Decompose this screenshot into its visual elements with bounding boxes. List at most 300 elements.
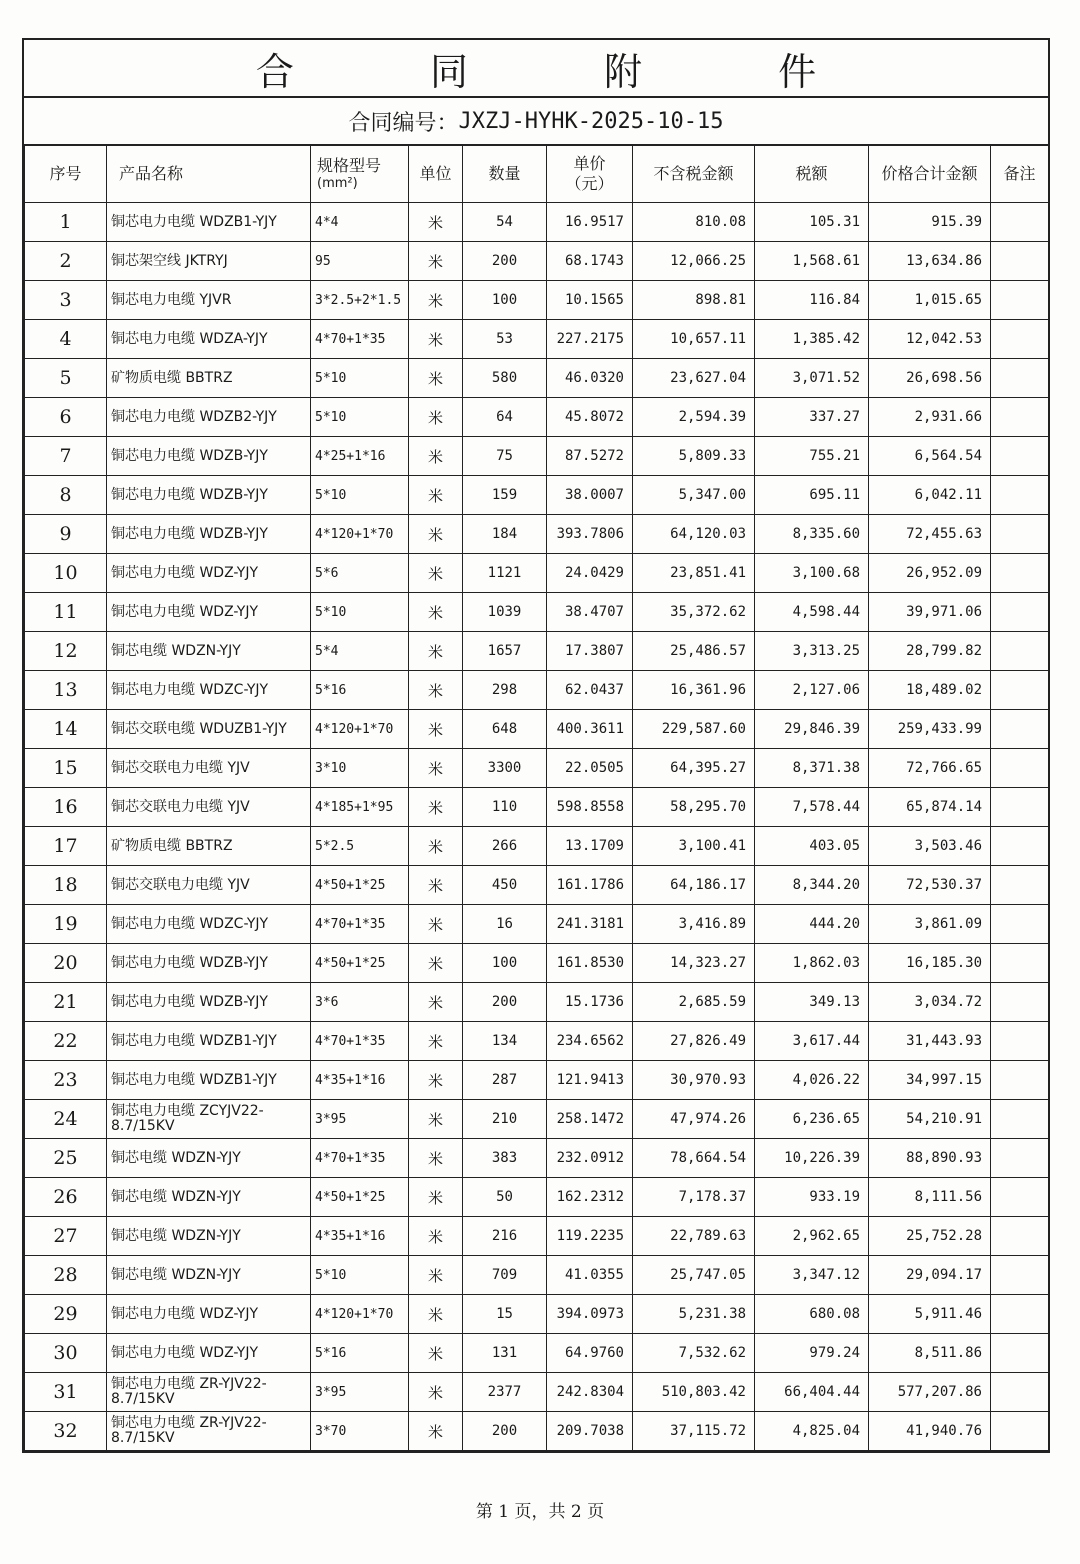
row-note — [991, 398, 1049, 437]
row-quantity: 159 — [463, 476, 547, 515]
table-row — [25, 476, 1049, 515]
table-row — [25, 1022, 1049, 1061]
row-total-amount: 2,931.66 — [869, 398, 991, 437]
row-index: 14 — [25, 710, 107, 749]
row-tax: 1,385.42 — [755, 320, 869, 359]
row-index: 27 — [25, 1217, 107, 1256]
row-spec: 4*25+1*16 — [311, 437, 409, 476]
row-product-name: 铜芯电缆 WDZN-YJY — [107, 1217, 311, 1256]
row-tax: 695.11 — [755, 476, 869, 515]
row-unit-price: 393.7806 — [547, 515, 633, 554]
row-note — [991, 983, 1049, 1022]
table-row — [25, 905, 1049, 944]
row-index: 21 — [25, 983, 107, 1022]
row-quantity: 1121 — [463, 554, 547, 593]
row-unit: 米 — [409, 788, 463, 827]
row-pretax-amount: 14,323.27 — [633, 944, 755, 983]
row-unit: 米 — [409, 593, 463, 632]
row-spec: 4*4 — [311, 203, 409, 242]
row-note — [991, 944, 1049, 983]
table-row — [25, 1256, 1049, 1295]
row-product-name: 铜芯交联电力电缆 YJV — [107, 749, 311, 788]
header-tax: 税额 — [755, 146, 869, 203]
row-total-amount: 26,952.09 — [869, 554, 991, 593]
row-pretax-amount: 25,747.05 — [633, 1256, 755, 1295]
row-note — [991, 866, 1049, 905]
row-spec: 5*16 — [311, 1334, 409, 1373]
row-unit: 米 — [409, 1334, 463, 1373]
document-title: 合 同 附 件 — [24, 40, 1048, 98]
row-note — [991, 242, 1049, 281]
row-quantity: 1039 — [463, 593, 547, 632]
row-pretax-amount: 35,372.62 — [633, 593, 755, 632]
row-total-amount: 1,015.65 — [869, 281, 991, 320]
row-product-name: 铜芯电力电缆 WDZB2-YJY — [107, 398, 311, 437]
row-note — [991, 1061, 1049, 1100]
row-spec: 4*70+1*35 — [311, 1022, 409, 1061]
row-unit: 米 — [409, 1373, 463, 1412]
row-pretax-amount: 12,066.25 — [633, 242, 755, 281]
row-quantity: 2377 — [463, 1373, 547, 1412]
row-tax: 3,071.52 — [755, 359, 869, 398]
row-index: 3 — [25, 281, 107, 320]
table-row — [25, 671, 1049, 710]
row-total-amount: 72,530.37 — [869, 866, 991, 905]
row-spec: 5*16 — [311, 671, 409, 710]
row-total-amount: 8,111.56 — [869, 1178, 991, 1217]
row-pretax-amount: 229,587.60 — [633, 710, 755, 749]
contract-number-label: 合同编号： — [348, 110, 459, 136]
row-spec: 4*50+1*25 — [311, 866, 409, 905]
table-row — [25, 1061, 1049, 1100]
row-pretax-amount: 7,178.37 — [633, 1178, 755, 1217]
row-note — [991, 632, 1049, 671]
row-total-amount: 5,911.46 — [869, 1295, 991, 1334]
row-note — [991, 1256, 1049, 1295]
row-unit-price: 119.2235 — [547, 1217, 633, 1256]
table-row — [25, 788, 1049, 827]
row-unit-price: 241.3181 — [547, 905, 633, 944]
row-total-amount: 915.39 — [869, 203, 991, 242]
row-tax: 3,313.25 — [755, 632, 869, 671]
row-pretax-amount: 30,970.93 — [633, 1061, 755, 1100]
row-note — [991, 1178, 1049, 1217]
row-spec: 5*10 — [311, 593, 409, 632]
table-row — [25, 203, 1049, 242]
header-quantity: 数量 — [463, 146, 547, 203]
row-pretax-amount: 16,361.96 — [633, 671, 755, 710]
row-tax: 2,962.65 — [755, 1217, 869, 1256]
table-row — [25, 359, 1049, 398]
row-unit-price: 46.0320 — [547, 359, 633, 398]
row-total-amount: 41,940.76 — [869, 1412, 991, 1451]
row-unit: 米 — [409, 437, 463, 476]
table-row — [25, 944, 1049, 983]
row-total-amount: 577,207.86 — [869, 1373, 991, 1412]
row-tax: 2,127.06 — [755, 671, 869, 710]
row-tax: 105.31 — [755, 203, 869, 242]
row-tax: 337.27 — [755, 398, 869, 437]
row-product-name: 铜芯交联电力电缆 YJV — [107, 788, 311, 827]
row-note — [991, 593, 1049, 632]
row-unit-price: 16.9517 — [547, 203, 633, 242]
row-unit-price: 121.9413 — [547, 1061, 633, 1100]
row-unit: 米 — [409, 749, 463, 788]
header-pretax-amount: 不含税金额 — [633, 146, 755, 203]
row-quantity: 216 — [463, 1217, 547, 1256]
product-table — [24, 145, 1049, 1451]
table-row — [25, 710, 1049, 749]
row-note — [991, 827, 1049, 866]
row-total-amount: 3,861.09 — [869, 905, 991, 944]
row-total-amount: 29,094.17 — [869, 1256, 991, 1295]
page-number: 第 1 页，共 2 页 — [475, 1502, 605, 1522]
row-pretax-amount: 898.81 — [633, 281, 755, 320]
row-unit-price: 161.1786 — [547, 866, 633, 905]
row-product-name: 铜芯电力电缆 WDZB-YJY — [107, 515, 311, 554]
table-row — [25, 1373, 1049, 1412]
row-total-amount: 3,503.46 — [869, 827, 991, 866]
row-unit: 米 — [409, 983, 463, 1022]
row-product-name: 铜芯电力电缆 YJVR — [107, 281, 311, 320]
row-tax: 3,347.12 — [755, 1256, 869, 1295]
row-note — [991, 1373, 1049, 1412]
row-quantity: 266 — [463, 827, 547, 866]
row-quantity: 110 — [463, 788, 547, 827]
row-product-name: 矿物质电缆 BBTRZ — [107, 827, 311, 866]
row-tax: 755.21 — [755, 437, 869, 476]
row-index: 10 — [25, 554, 107, 593]
row-pretax-amount: 37,115.72 — [633, 1412, 755, 1451]
row-unit-price: 598.8558 — [547, 788, 633, 827]
row-unit-price: 394.0973 — [547, 1295, 633, 1334]
row-index: 1 — [25, 203, 107, 242]
row-spec: 5*10 — [311, 476, 409, 515]
row-tax: 8,344.20 — [755, 866, 869, 905]
row-product-name: 铜芯电力电缆 WDZC-YJY — [107, 671, 311, 710]
row-total-amount: 13,634.86 — [869, 242, 991, 281]
row-unit: 米 — [409, 554, 463, 593]
row-quantity: 450 — [463, 866, 547, 905]
row-total-amount: 88,890.93 — [869, 1139, 991, 1178]
header-price-label: 单价 — [573, 154, 606, 173]
row-index: 16 — [25, 788, 107, 827]
header-spec — [311, 146, 409, 203]
row-note — [991, 1412, 1049, 1451]
row-product-name: 铜芯电力电缆 ZR-YJV22-8.7/15KV — [107, 1412, 311, 1451]
row-quantity: 210 — [463, 1100, 547, 1139]
row-quantity: 75 — [463, 437, 547, 476]
row-index: 15 — [25, 749, 107, 788]
row-unit-price: 10.1565 — [547, 281, 633, 320]
row-spec: 3*2.5+2*1.5 — [311, 281, 409, 320]
row-total-amount: 72,766.65 — [869, 749, 991, 788]
row-product-name: 矿物质电缆 BBTRZ — [107, 359, 311, 398]
row-quantity: 54 — [463, 203, 547, 242]
row-quantity: 64 — [463, 398, 547, 437]
row-pretax-amount: 27,826.49 — [633, 1022, 755, 1061]
row-index: 32 — [25, 1412, 107, 1451]
row-total-amount: 18,489.02 — [869, 671, 991, 710]
row-pretax-amount: 7,532.62 — [633, 1334, 755, 1373]
row-index: 23 — [25, 1061, 107, 1100]
row-unit: 米 — [409, 515, 463, 554]
row-spec: 3*95 — [311, 1373, 409, 1412]
row-pretax-amount: 47,974.26 — [633, 1100, 755, 1139]
row-note — [991, 671, 1049, 710]
row-spec: 4*70+1*35 — [311, 1139, 409, 1178]
row-total-amount: 26,698.56 — [869, 359, 991, 398]
row-index: 19 — [25, 905, 107, 944]
row-unit-price: 62.0437 — [547, 671, 633, 710]
header-spec-label: 规格型号 — [317, 155, 382, 175]
row-pretax-amount: 10,657.11 — [633, 320, 755, 359]
row-unit-price: 24.0429 — [547, 554, 633, 593]
table-row — [25, 398, 1049, 437]
row-unit-price: 41.0355 — [547, 1256, 633, 1295]
table-row — [25, 1412, 1049, 1451]
row-spec: 3*10 — [311, 749, 409, 788]
row-note — [991, 281, 1049, 320]
row-quantity: 100 — [463, 281, 547, 320]
row-tax: 116.84 — [755, 281, 869, 320]
row-quantity: 50 — [463, 1178, 547, 1217]
row-product-name: 铜芯电力电缆 WDZB1-YJY — [107, 1061, 311, 1100]
row-product-name: 铜芯电缆 WDZN-YJY — [107, 632, 311, 671]
table-row — [25, 749, 1049, 788]
row-unit: 米 — [409, 827, 463, 866]
row-unit-price: 400.3611 — [547, 710, 633, 749]
header-price-unit: （元） — [565, 174, 614, 193]
row-total-amount: 6,042.11 — [869, 476, 991, 515]
header-index: 序号 — [25, 146, 107, 203]
row-spec: 4*70+1*35 — [311, 905, 409, 944]
row-unit: 米 — [409, 359, 463, 398]
row-unit: 米 — [409, 476, 463, 515]
header-product-name: 产品名称 — [107, 146, 311, 203]
row-unit-price: 242.8304 — [547, 1373, 633, 1412]
row-quantity: 298 — [463, 671, 547, 710]
row-unit-price: 22.0505 — [547, 749, 633, 788]
row-tax: 6,236.65 — [755, 1100, 869, 1139]
row-spec: 4*120+1*70 — [311, 710, 409, 749]
row-note — [991, 710, 1049, 749]
row-index: 31 — [25, 1373, 107, 1412]
row-pretax-amount: 64,120.03 — [633, 515, 755, 554]
row-product-name: 铜芯交联电力电缆 YJV — [107, 866, 311, 905]
row-unit: 米 — [409, 866, 463, 905]
row-index: 18 — [25, 866, 107, 905]
row-quantity: 648 — [463, 710, 547, 749]
row-unit: 米 — [409, 242, 463, 281]
row-quantity: 100 — [463, 944, 547, 983]
row-quantity: 287 — [463, 1061, 547, 1100]
table-row — [25, 1295, 1049, 1334]
row-unit: 米 — [409, 1178, 463, 1217]
row-product-name: 铜芯电力电缆 WDZB-YJY — [107, 476, 311, 515]
table-body — [25, 203, 1049, 1451]
row-tax: 1,862.03 — [755, 944, 869, 983]
row-note — [991, 320, 1049, 359]
row-pretax-amount: 5,231.38 — [633, 1295, 755, 1334]
row-unit: 米 — [409, 710, 463, 749]
row-unit: 米 — [409, 1295, 463, 1334]
row-product-name: 铜芯电力电缆 ZCYJV22-8.7/15KV — [107, 1100, 311, 1139]
table-row — [25, 1334, 1049, 1373]
row-spec: 3*70 — [311, 1412, 409, 1451]
row-total-amount: 259,433.99 — [869, 710, 991, 749]
row-pretax-amount: 64,395.27 — [633, 749, 755, 788]
table-row — [25, 827, 1049, 866]
row-spec: 4*120+1*70 — [311, 1295, 409, 1334]
row-quantity: 200 — [463, 242, 547, 281]
row-pretax-amount: 5,347.00 — [633, 476, 755, 515]
table-row — [25, 632, 1049, 671]
row-quantity: 200 — [463, 983, 547, 1022]
row-unit-price: 87.5272 — [547, 437, 633, 476]
row-unit-price: 13.1709 — [547, 827, 633, 866]
row-tax: 7,578.44 — [755, 788, 869, 827]
row-spec: 4*70+1*35 — [311, 320, 409, 359]
row-index: 2 — [25, 242, 107, 281]
row-spec: 4*120+1*70 — [311, 515, 409, 554]
row-product-name: 铜芯交联电缆 WDUZB1-YJY — [107, 710, 311, 749]
table-row — [25, 281, 1049, 320]
row-tax: 4,598.44 — [755, 593, 869, 632]
row-unit: 米 — [409, 632, 463, 671]
row-quantity: 15 — [463, 1295, 547, 1334]
row-spec: 5*6 — [311, 554, 409, 593]
row-index: 4 — [25, 320, 107, 359]
row-unit-price: 234.6562 — [547, 1022, 633, 1061]
row-quantity: 3300 — [463, 749, 547, 788]
row-quantity: 1657 — [463, 632, 547, 671]
row-tax: 979.24 — [755, 1334, 869, 1373]
row-note — [991, 437, 1049, 476]
row-product-name: 铜芯电力电缆 WDZ-YJY — [107, 1295, 311, 1334]
row-product-name: 铜芯电力电缆 WDZB-YJY — [107, 944, 311, 983]
row-note — [991, 1022, 1049, 1061]
table-row — [25, 554, 1049, 593]
row-note — [991, 1295, 1049, 1334]
row-note — [991, 749, 1049, 788]
row-tax: 8,371.38 — [755, 749, 869, 788]
row-quantity: 709 — [463, 1256, 547, 1295]
row-product-name: 铜芯电力电缆 ZR-YJV22-8.7/15KV — [107, 1373, 311, 1412]
row-index: 8 — [25, 476, 107, 515]
row-total-amount: 39,971.06 — [869, 593, 991, 632]
table-row — [25, 320, 1049, 359]
row-index: 28 — [25, 1256, 107, 1295]
row-total-amount: 8,511.86 — [869, 1334, 991, 1373]
row-total-amount: 12,042.53 — [869, 320, 991, 359]
row-unit: 米 — [409, 203, 463, 242]
table-header-row — [25, 146, 1049, 203]
row-total-amount: 31,443.93 — [869, 1022, 991, 1061]
row-pretax-amount: 5,809.33 — [633, 437, 755, 476]
row-index: 26 — [25, 1178, 107, 1217]
row-unit-price: 38.4707 — [547, 593, 633, 632]
row-pretax-amount: 23,627.04 — [633, 359, 755, 398]
row-index: 17 — [25, 827, 107, 866]
row-quantity: 134 — [463, 1022, 547, 1061]
row-index: 9 — [25, 515, 107, 554]
contract-attachment-sheet — [22, 38, 1050, 1453]
row-note — [991, 359, 1049, 398]
row-product-name: 铜芯电缆 WDZN-YJY — [107, 1256, 311, 1295]
row-product-name: 铜芯电力电缆 WDZC-YJY — [107, 905, 311, 944]
table-row — [25, 1178, 1049, 1217]
row-note — [991, 1217, 1049, 1256]
row-total-amount: 3,034.72 — [869, 983, 991, 1022]
row-product-name: 铜芯电力电缆 WDZB-YJY — [107, 983, 311, 1022]
row-note — [991, 515, 1049, 554]
table-row — [25, 1217, 1049, 1256]
row-pretax-amount: 23,851.41 — [633, 554, 755, 593]
row-pretax-amount: 810.08 — [633, 203, 755, 242]
row-unit: 米 — [409, 944, 463, 983]
row-spec: 5*10 — [311, 1256, 409, 1295]
row-pretax-amount: 3,100.41 — [633, 827, 755, 866]
row-product-name: 铜芯电力电缆 WDZB1-YJY — [107, 1022, 311, 1061]
row-unit-price: 38.0007 — [547, 476, 633, 515]
row-quantity: 580 — [463, 359, 547, 398]
table-row — [25, 593, 1049, 632]
row-unit-price: 258.1472 — [547, 1100, 633, 1139]
row-pretax-amount: 3,416.89 — [633, 905, 755, 944]
row-product-name: 铜芯电缆 WDZN-YJY — [107, 1178, 311, 1217]
row-tax: 933.19 — [755, 1178, 869, 1217]
row-spec: 4*50+1*25 — [311, 1178, 409, 1217]
row-total-amount: 34,997.15 — [869, 1061, 991, 1100]
row-quantity: 16 — [463, 905, 547, 944]
row-pretax-amount: 64,186.17 — [633, 866, 755, 905]
row-spec: 3*95 — [311, 1100, 409, 1139]
row-tax: 4,825.04 — [755, 1412, 869, 1451]
row-unit: 米 — [409, 1256, 463, 1295]
row-unit-price: 227.2175 — [547, 320, 633, 359]
table-row — [25, 515, 1049, 554]
row-tax: 444.20 — [755, 905, 869, 944]
row-index: 22 — [25, 1022, 107, 1061]
row-spec: 5*10 — [311, 359, 409, 398]
row-product-name: 铜芯电力电缆 WDZ-YJY — [107, 1334, 311, 1373]
row-unit: 米 — [409, 1412, 463, 1451]
row-unit-price: 161.8530 — [547, 944, 633, 983]
row-tax: 3,617.44 — [755, 1022, 869, 1061]
table-row — [25, 983, 1049, 1022]
row-tax: 10,226.39 — [755, 1139, 869, 1178]
row-total-amount: 25,752.28 — [869, 1217, 991, 1256]
row-total-amount: 65,874.14 — [869, 788, 991, 827]
row-unit-price: 64.9760 — [547, 1334, 633, 1373]
row-total-amount: 54,210.91 — [869, 1100, 991, 1139]
row-pretax-amount: 25,486.57 — [633, 632, 755, 671]
row-total-amount: 6,564.54 — [869, 437, 991, 476]
row-note — [991, 1100, 1049, 1139]
row-spec: 5*4 — [311, 632, 409, 671]
row-product-name: 铜芯架空线 JKTRYJ — [107, 242, 311, 281]
row-spec: 4*185+1*95 — [311, 788, 409, 827]
row-unit: 米 — [409, 905, 463, 944]
row-pretax-amount: 22,789.63 — [633, 1217, 755, 1256]
row-unit: 米 — [409, 1061, 463, 1100]
header-unit-price — [547, 146, 633, 203]
row-spec: 4*50+1*25 — [311, 944, 409, 983]
row-pretax-amount: 510,803.42 — [633, 1373, 755, 1412]
row-pretax-amount: 2,594.39 — [633, 398, 755, 437]
row-product-name: 铜芯电力电缆 WDZA-YJY — [107, 320, 311, 359]
